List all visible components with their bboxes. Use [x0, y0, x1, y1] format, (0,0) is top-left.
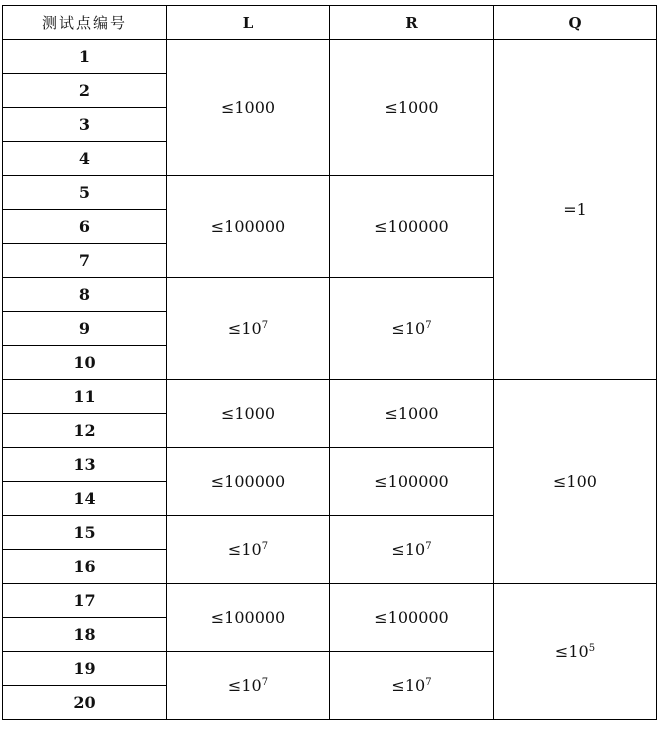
test-id-cell: 12 [3, 414, 167, 448]
test-id-cell: 16 [3, 550, 167, 584]
test-id-cell: 15 [3, 516, 167, 550]
test-id-cell: 9 [3, 312, 167, 346]
table-row [3, 584, 657, 618]
test-id-cell: 14 [3, 482, 167, 516]
header-row [3, 6, 657, 40]
l-base: ≤10 [227, 676, 262, 695]
test-id-cell: 2 [3, 74, 167, 108]
test-id-cell: 18 [3, 618, 167, 652]
test-id-cell: 4 [3, 142, 167, 176]
r-exponent: 7 [425, 320, 432, 331]
r-limit-cell [330, 516, 494, 584]
q-limit-cell: =1 [494, 40, 657, 380]
r-exponent: 7 [425, 541, 432, 552]
r-base: ≤10 [391, 540, 426, 559]
test-id-cell: 13 [3, 448, 167, 482]
test-id-cell: 8 [3, 278, 167, 312]
table-row [3, 380, 657, 414]
r-base: ≤10 [391, 319, 426, 338]
test-id-cell: 6 [3, 210, 167, 244]
r-limit-cell [330, 278, 494, 380]
header-test-id: 测试点编号 [3, 6, 167, 40]
test-id-cell: 19 [3, 652, 167, 686]
q-exponent: 5 [588, 643, 596, 654]
test-id-cell: 17 [3, 584, 167, 618]
r-limit-cell: ≤100000 [330, 176, 494, 278]
r-limit-cell [330, 652, 494, 720]
l-limit-cell: ≤1000 [167, 40, 330, 176]
test-id-cell: 3 [3, 108, 167, 142]
l-limit-cell [167, 652, 330, 720]
header-r: R [330, 6, 494, 40]
l-limit-cell [167, 278, 330, 380]
r-limit-cell: ≤100000 [330, 448, 494, 516]
header-l: L [167, 6, 330, 40]
q-limit-cell: ≤100 [494, 380, 657, 584]
l-base: ≤10 [227, 540, 262, 559]
test-id-cell: 5 [3, 176, 167, 210]
r-limit-cell: ≤1000 [330, 380, 494, 448]
test-id-cell: 7 [3, 244, 167, 278]
table-row [3, 40, 657, 74]
q-limit-cell [494, 584, 657, 720]
r-base: ≤10 [391, 676, 426, 695]
q-base: ≤10 [554, 642, 589, 661]
test-id-cell: 10 [3, 346, 167, 380]
l-limit-cell: ≤100000 [167, 448, 330, 516]
l-exponent: 7 [261, 320, 269, 331]
l-limit-cell: ≤1000 [167, 380, 330, 448]
test-id-cell: 20 [3, 686, 167, 720]
l-limit-cell: ≤100000 [167, 176, 330, 278]
l-base: ≤10 [227, 319, 262, 338]
r-exponent: 7 [425, 677, 432, 688]
r-limit-cell: ≤1000 [330, 40, 494, 176]
l-exponent: 7 [261, 677, 269, 688]
l-exponent: 7 [261, 541, 269, 552]
r-limit-cell: ≤100000 [330, 584, 494, 652]
test-id-cell: 1 [3, 40, 167, 74]
header-q: Q [494, 6, 657, 40]
constraints-table [2, 5, 657, 720]
l-limit-cell: ≤100000 [167, 584, 330, 652]
l-limit-cell [167, 516, 330, 584]
test-id-cell: 11 [3, 380, 167, 414]
